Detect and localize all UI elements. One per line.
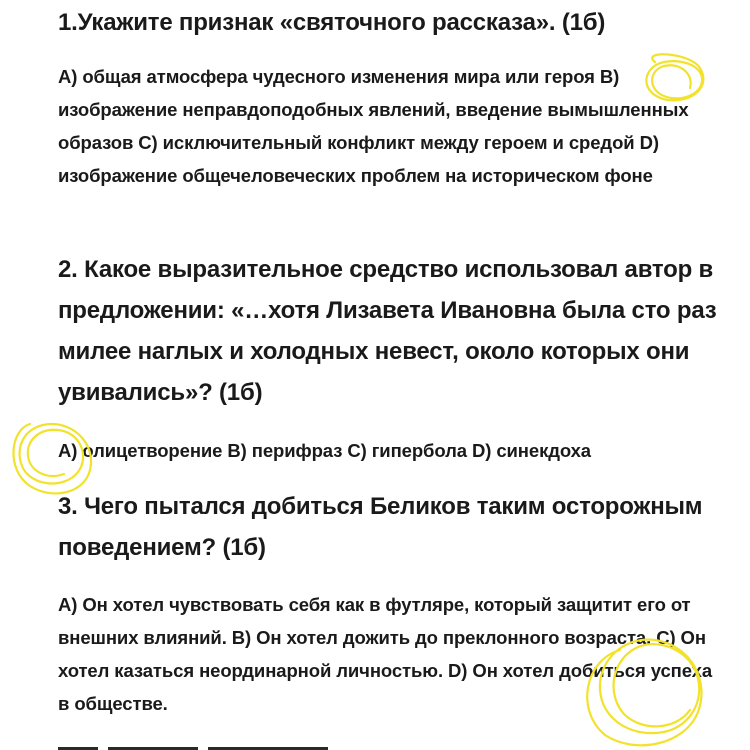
- question-1-heading: 1.Укажите признак «святочного рассказа». (1б): [58, 9, 606, 36]
- question-2-options: A) олицетворение B) перифраз C) гипербола D) синекдоха: [58, 440, 591, 461]
- question-2-heading: 2. Какое выразительное средство использовал автор в предложении: «…хотя Лизавета Ивановна была сто раз милее наглых и холодных невест, около которых они увивались»? (1б): [58, 256, 717, 406]
- question-3-heading: 3. Чего пытался добиться Беликов таким осторожным поведением? (1б): [58, 493, 703, 561]
- question-1-options: A) общая атмосфера чудесного изменения мира или героя B) изображение неправдоподобных явлений, введение вымышленных образов C) исключительный конфликт между героем и средой D) изображение общечеловеческих проблем на историческом фоне: [58, 66, 689, 186]
- question-3-options: A) Он хотел чувствовать себя как в футляре, который защитит его от внешних влияний. B) Он хотел дожить до преклонного возраста. C) Он хотел казаться неординарной личностью. D) Он хотел добиться успеха в обществе.: [58, 594, 713, 714]
- cut-off-next-line: [58, 738, 358, 750]
